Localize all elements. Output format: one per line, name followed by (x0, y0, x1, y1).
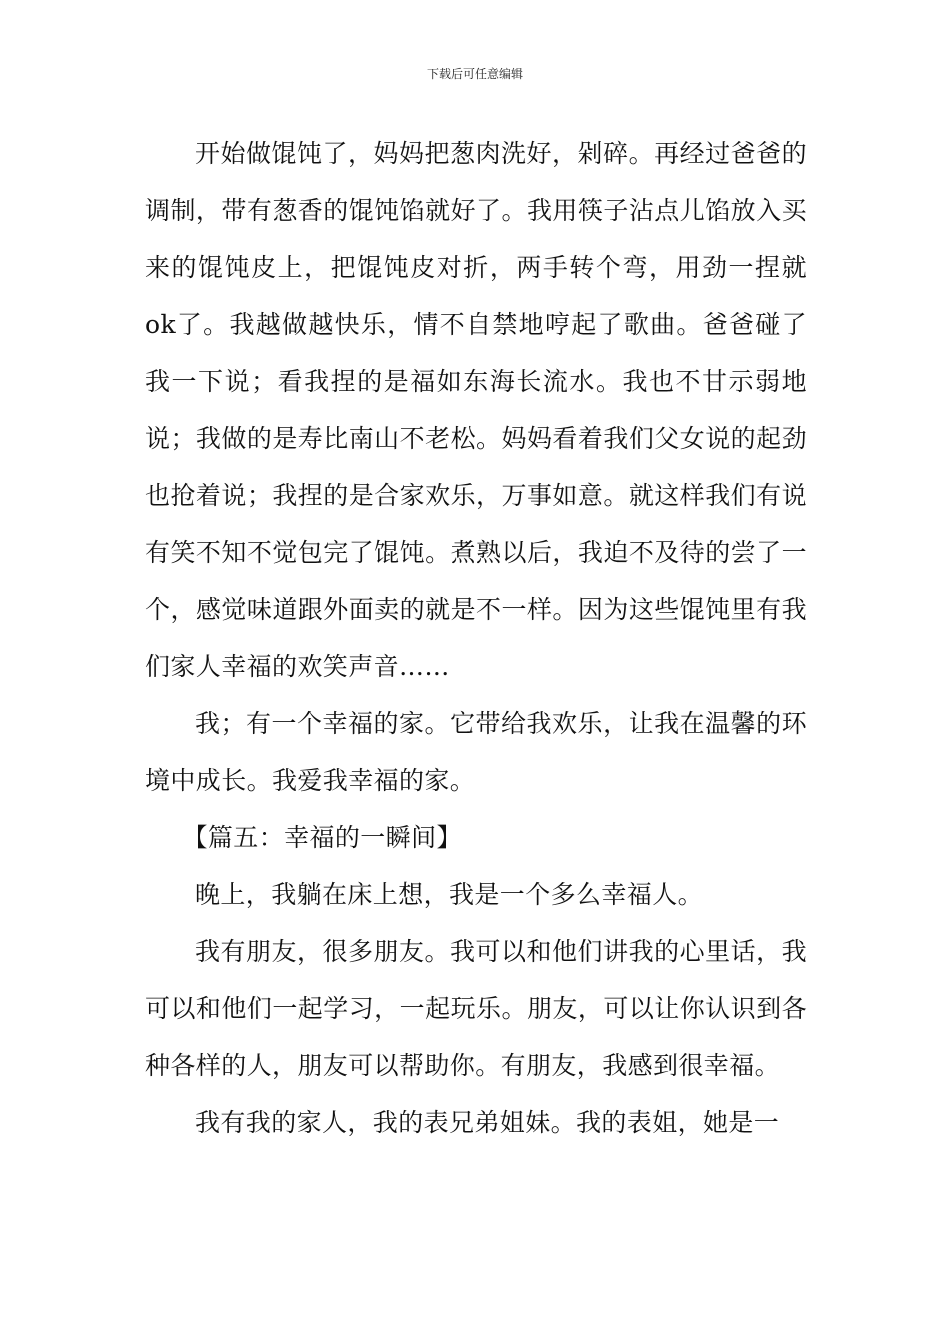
section-heading: 【篇五：幸福的一瞬间】 (182, 823, 462, 852)
page-header: 下载后可任意编辑 (426, 67, 523, 81)
paragraph-family: 我有我的家人，我的表兄弟姐妹。我的表姐，她是一 (195, 1108, 780, 1137)
paragraph-happy-home: 我；有一个幸福的家。它带给我欢乐，让我在温馨的环境中成长。我爱我幸福的家。 (145, 709, 807, 795)
paragraph-friends: 我有朋友，很多朋友。我可以和他们讲我的心里话，我可以和他们一起学习，一起玩乐。朋友，可以让你认识到各种各样的人，朋友可以帮助你。有朋友，我感到很幸福。 (145, 937, 807, 1080)
document-body (145, 125, 807, 1151)
paragraph-making-wontons: 开始做馄饨了，妈妈把葱肉洗好，剁碎。再经过爸爸的调制，带有葱香的馄饨馅就好了。我用筷子沾点儿馅放入买来的馄饨皮上，把馄饨皮对折，两手转个弯，用劲一捏就ok了。我越做越快乐，情不自禁地哼起了歌曲。爸爸碰了我一下说；看我捏的是福如东海长流水。我也不甘示弱地说；我做的是寿比南山不老松。妈妈看着我们父女说的起劲也抢着说；我捏的是合家欢乐，万事如意。就这样我们有说有笑不知不觉包完了馄饨。煮熟以后，我迫不及待的尝了一个，感觉味道跟外面卖的就是不一样。因为这些馄饨里有我们家人幸福的欢笑声音…… (145, 139, 807, 681)
paragraph-evening-thought: 晚上，我躺在床上想，我是一个多么幸福人。 (195, 880, 704, 909)
